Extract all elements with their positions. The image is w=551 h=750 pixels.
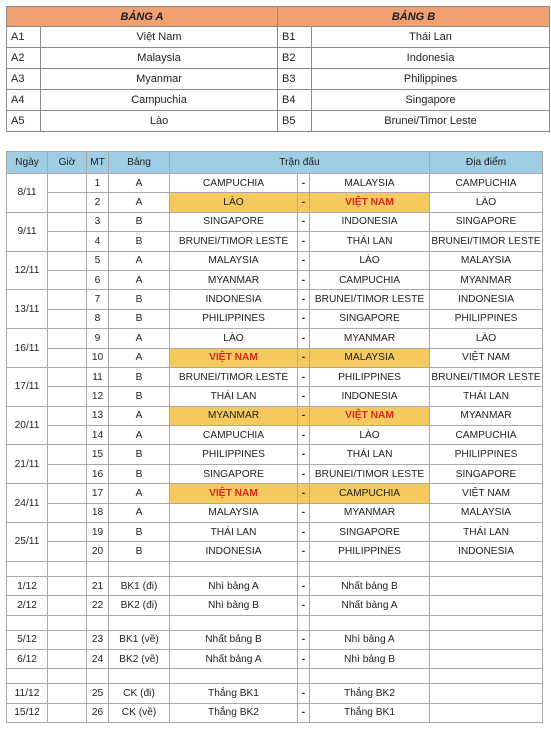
- match-date: 13/11: [7, 290, 48, 329]
- group-b-code: B1: [278, 27, 312, 48]
- match-home-team: CAMPUCHIA: [170, 174, 298, 193]
- match-home-team: BRUNEI/TIMOR LESTE: [170, 367, 298, 386]
- match-venue: LÀO: [430, 193, 543, 212]
- group-b-team: Indonesia: [312, 48, 550, 69]
- match-number: 11: [87, 367, 109, 386]
- match-number: 7: [87, 290, 109, 309]
- match-venue: SINGAPORE: [430, 212, 543, 231]
- match-venue: MYANMAR: [430, 270, 543, 289]
- spacer-cell: [87, 669, 109, 684]
- match-time: [48, 649, 87, 668]
- spacer-cell: [430, 669, 543, 684]
- match-separator: -: [298, 212, 310, 231]
- match-home-team: MALAYSIA: [170, 503, 298, 522]
- spacer-cell: [310, 669, 430, 684]
- match-date: 15/12: [7, 703, 48, 722]
- match-round: BK2 (về): [109, 649, 170, 668]
- match-number: 4: [87, 232, 109, 251]
- match-home-team: Nhì bảng A: [170, 576, 298, 595]
- spacer-cell: [109, 669, 170, 684]
- match-group: B: [109, 387, 170, 406]
- match-separator: -: [298, 503, 310, 522]
- match-date: 1/12: [7, 576, 48, 595]
- match-away-team: Thắng BK1: [310, 703, 430, 722]
- match-home-team: Thắng BK1: [170, 684, 298, 703]
- spacer-cell: [430, 561, 543, 576]
- spacer-cell: [48, 669, 87, 684]
- match-home-team: VIỆT NAM: [170, 484, 298, 503]
- match-time: [48, 329, 87, 348]
- match-away-team: PHILIPPINES: [310, 542, 430, 561]
- match-separator: -: [298, 445, 310, 464]
- match-time: [48, 387, 87, 406]
- match-number: 10: [87, 348, 109, 367]
- match-home-team: SINGAPORE: [170, 212, 298, 231]
- group-b-code: B4: [278, 90, 312, 111]
- match-time: [48, 270, 87, 289]
- group-b-team: Brunei/Timor Leste: [312, 111, 550, 132]
- match-home-team: THÁI LAN: [170, 523, 298, 542]
- match-time: [48, 174, 87, 193]
- col-header-match: MT: [87, 152, 109, 174]
- match-venue: THÁI LAN: [430, 387, 543, 406]
- match-separator: -: [298, 406, 310, 425]
- group-a-team: Malaysia: [41, 48, 278, 69]
- match-venue: CAMPUCHIA: [430, 174, 543, 193]
- match-away-team: INDONESIA: [310, 387, 430, 406]
- match-separator: -: [298, 523, 310, 542]
- match-separator: -: [298, 426, 310, 445]
- match-separator: -: [298, 329, 310, 348]
- match-time: [48, 464, 87, 483]
- group-a-code: A5: [7, 111, 41, 132]
- match-home-team: INDONESIA: [170, 290, 298, 309]
- match-number: 25: [87, 684, 109, 703]
- knockout-row: [7, 596, 543, 615]
- match-round: BK2 (đi): [109, 596, 170, 615]
- match-row: [7, 251, 543, 270]
- match-separator: -: [298, 387, 310, 406]
- spacer-cell: [298, 669, 310, 684]
- knockout-row: [7, 703, 543, 722]
- match-row: [7, 367, 543, 386]
- match-row: [7, 387, 543, 406]
- match-separator: -: [298, 684, 310, 703]
- match-group: B: [109, 367, 170, 386]
- spacer-cell: [170, 561, 298, 576]
- match-separator: -: [298, 464, 310, 483]
- match-number: 17: [87, 484, 109, 503]
- match-number: 23: [87, 630, 109, 649]
- group-table: [6, 6, 550, 132]
- spacer-cell: [87, 615, 109, 630]
- match-away-team: MALAYSIA: [310, 174, 430, 193]
- match-away-team: Nhất bảng A: [310, 596, 430, 615]
- match-venue: THÁI LAN: [430, 523, 543, 542]
- spacer-cell: [109, 615, 170, 630]
- match-home-team: MYANMAR: [170, 406, 298, 425]
- match-venue: MALAYSIA: [430, 503, 543, 522]
- match-venue: INDONESIA: [430, 542, 543, 561]
- match-date: 25/11: [7, 523, 48, 562]
- group-a-team: Myanmar: [41, 69, 278, 90]
- group-a-header: BẢNG A: [7, 7, 278, 27]
- match-row: [7, 329, 543, 348]
- spacer-row: [7, 561, 543, 576]
- match-group: B: [109, 290, 170, 309]
- spacer-cell: [430, 615, 543, 630]
- group-a-code: A3: [7, 69, 41, 90]
- group-b-team: Philippines: [312, 69, 550, 90]
- group-row: [7, 111, 550, 132]
- match-away-team: CAMPUCHIA: [310, 484, 430, 503]
- match-time: [48, 193, 87, 212]
- match-away-team: BRUNEI/TIMOR LESTE: [310, 464, 430, 483]
- group-b-code: B5: [278, 111, 312, 132]
- match-venue: INDONESIA: [430, 290, 543, 309]
- match-away-team: LÀO: [310, 426, 430, 445]
- spacer-cell: [48, 561, 87, 576]
- group-table-header: [7, 7, 550, 27]
- match-away-team: LÀO: [310, 251, 430, 270]
- match-home-team: MYANMAR: [170, 270, 298, 289]
- match-row: [7, 523, 543, 542]
- match-time: [48, 232, 87, 251]
- match-row: [7, 212, 543, 231]
- group-a-code: A2: [7, 48, 41, 69]
- match-separator: -: [298, 290, 310, 309]
- schedule-header-row: [7, 152, 543, 174]
- match-number: 20: [87, 542, 109, 561]
- match-venue: [430, 649, 543, 668]
- match-time: [48, 406, 87, 425]
- match-time: [48, 576, 87, 595]
- match-number: 6: [87, 270, 109, 289]
- match-group: A: [109, 406, 170, 425]
- match-away-team: THÁI LAN: [310, 445, 430, 464]
- match-group: A: [109, 484, 170, 503]
- match-venue: VIỆT NAM: [430, 484, 543, 503]
- match-number: 12: [87, 387, 109, 406]
- match-row: [7, 484, 543, 503]
- match-away-team: MYANMAR: [310, 329, 430, 348]
- match-away-team: Nhì bảng B: [310, 649, 430, 668]
- match-home-team: INDONESIA: [170, 542, 298, 561]
- spacer-cell: [298, 561, 310, 576]
- match-row: [7, 348, 543, 367]
- match-time: [48, 703, 87, 722]
- spacer-cell: [298, 615, 310, 630]
- match-group: B: [109, 542, 170, 561]
- match-venue: CAMPUCHIA: [430, 426, 543, 445]
- match-separator: -: [298, 542, 310, 561]
- match-round: CK (đi): [109, 684, 170, 703]
- match-separator: -: [298, 251, 310, 270]
- match-time: [48, 523, 87, 542]
- match-separator: -: [298, 309, 310, 328]
- match-home-team: BRUNEI/TIMOR LESTE: [170, 232, 298, 251]
- spacer-cell: [48, 615, 87, 630]
- match-away-team: BRUNEI/TIMOR LESTE: [310, 290, 430, 309]
- col-header-date: Ngày: [7, 152, 48, 174]
- match-date: 11/12: [7, 684, 48, 703]
- match-row: [7, 309, 543, 328]
- match-date: 2/12: [7, 596, 48, 615]
- match-group: A: [109, 348, 170, 367]
- match-time: [48, 348, 87, 367]
- spacer-row: [7, 669, 543, 684]
- match-home-team: Nhì bảng B: [170, 596, 298, 615]
- match-row: [7, 406, 543, 425]
- match-group: B: [109, 523, 170, 542]
- match-time: [48, 596, 87, 615]
- match-away-team: MYANMAR: [310, 503, 430, 522]
- match-number: 18: [87, 503, 109, 522]
- match-date: 5/12: [7, 630, 48, 649]
- match-separator: -: [298, 576, 310, 595]
- match-venue: MALAYSIA: [430, 251, 543, 270]
- match-number: 1: [87, 174, 109, 193]
- spacer-cell: [310, 615, 430, 630]
- match-time: [48, 212, 87, 231]
- match-away-team: VIỆT NAM: [310, 193, 430, 212]
- match-row: [7, 290, 543, 309]
- match-away-team: Thắng BK2: [310, 684, 430, 703]
- group-row: [7, 90, 550, 111]
- match-separator: -: [298, 367, 310, 386]
- match-home-team: LÀO: [170, 193, 298, 212]
- match-time: [48, 367, 87, 386]
- spacer-row: [7, 615, 543, 630]
- match-away-team: MALAYSIA: [310, 348, 430, 367]
- match-row: [7, 426, 543, 445]
- group-b-team: Thái Lan: [312, 27, 550, 48]
- group-b-team: Singapore: [312, 90, 550, 111]
- group-row: [7, 27, 550, 48]
- spacer-cell: [7, 561, 48, 576]
- match-number: 8: [87, 309, 109, 328]
- match-away-team: PHILIPPINES: [310, 367, 430, 386]
- match-home-team: PHILIPPINES: [170, 309, 298, 328]
- match-date: 12/11: [7, 251, 48, 290]
- match-group: B: [109, 464, 170, 483]
- match-group: A: [109, 503, 170, 522]
- match-venue: LÀO: [430, 329, 543, 348]
- match-group: A: [109, 329, 170, 348]
- group-b-code: B3: [278, 69, 312, 90]
- knockout-row: [7, 576, 543, 595]
- match-away-team: INDONESIA: [310, 212, 430, 231]
- knockout-row: [7, 684, 543, 703]
- col-header-time: Giờ: [48, 152, 87, 174]
- match-venue: PHILIPPINES: [430, 309, 543, 328]
- match-time: [48, 503, 87, 522]
- match-round: CK (về): [109, 703, 170, 722]
- match-venue: VIỆT NAM: [430, 348, 543, 367]
- match-separator: -: [298, 174, 310, 193]
- match-number: 26: [87, 703, 109, 722]
- match-venue: SINGAPORE: [430, 464, 543, 483]
- match-away-team: THÁI LAN: [310, 232, 430, 251]
- match-time: [48, 251, 87, 270]
- match-date: 16/11: [7, 329, 48, 368]
- spacer-cell: [170, 669, 298, 684]
- match-number: 9: [87, 329, 109, 348]
- match-number: 15: [87, 445, 109, 464]
- match-separator: -: [298, 270, 310, 289]
- spacer-cell: [170, 615, 298, 630]
- match-group: A: [109, 251, 170, 270]
- spacer-cell: [7, 615, 48, 630]
- schedule-table: [6, 151, 543, 723]
- match-venue: [430, 576, 543, 595]
- match-venue: MYANMAR: [430, 406, 543, 425]
- match-venue: BRUNEI/TIMOR LESTE: [430, 232, 543, 251]
- match-number: 16: [87, 464, 109, 483]
- match-number: 19: [87, 523, 109, 542]
- match-number: 24: [87, 649, 109, 668]
- match-date: 8/11: [7, 174, 48, 213]
- match-away-team: CAMPUCHIA: [310, 270, 430, 289]
- match-date: 6/12: [7, 649, 48, 668]
- match-date: 21/11: [7, 445, 48, 484]
- match-separator: -: [298, 484, 310, 503]
- match-round: BK1 (về): [109, 630, 170, 649]
- match-venue: [430, 703, 543, 722]
- knockout-row: [7, 630, 543, 649]
- group-a-team: Việt Nam: [41, 27, 278, 48]
- match-date: 20/11: [7, 406, 48, 445]
- match-time: [48, 542, 87, 561]
- match-home-team: SINGAPORE: [170, 464, 298, 483]
- knockout-row: [7, 649, 543, 668]
- match-home-team: Thắng BK2: [170, 703, 298, 722]
- group-a-team: Lào: [41, 111, 278, 132]
- match-separator: -: [298, 596, 310, 615]
- match-away-team: SINGAPORE: [310, 309, 430, 328]
- group-b-code: B2: [278, 48, 312, 69]
- group-b-header: BẢNG B: [278, 7, 550, 27]
- spacer-cell: [310, 561, 430, 576]
- match-group: B: [109, 445, 170, 464]
- match-number: 14: [87, 426, 109, 445]
- match-date: 9/11: [7, 212, 48, 251]
- match-home-team: VIỆT NAM: [170, 348, 298, 367]
- match-home-team: LÀO: [170, 329, 298, 348]
- match-date: 17/11: [7, 367, 48, 406]
- col-header-fixture: Trận đấu: [170, 152, 430, 174]
- match-venue: [430, 684, 543, 703]
- match-venue: BRUNEI/TIMOR LESTE: [430, 367, 543, 386]
- match-time: [48, 684, 87, 703]
- match-separator: -: [298, 232, 310, 251]
- match-row: [7, 270, 543, 289]
- match-time: [48, 484, 87, 503]
- match-round: BK1 (đi): [109, 576, 170, 595]
- match-venue: PHILIPPINES: [430, 445, 543, 464]
- match-group: A: [109, 193, 170, 212]
- match-home-team: CAMPUCHIA: [170, 426, 298, 445]
- match-group: A: [109, 270, 170, 289]
- col-header-venue: Địa điểm: [430, 152, 543, 174]
- match-number: 3: [87, 212, 109, 231]
- match-number: 21: [87, 576, 109, 595]
- match-group: A: [109, 174, 170, 193]
- match-home-team: PHILIPPINES: [170, 445, 298, 464]
- spacer-cell: [109, 561, 170, 576]
- match-row: [7, 445, 543, 464]
- match-group: A: [109, 426, 170, 445]
- match-group: B: [109, 212, 170, 231]
- match-row: [7, 174, 543, 193]
- match-away-team: Nhì bảng A: [310, 630, 430, 649]
- match-home-team: Nhất bảng B: [170, 630, 298, 649]
- match-row: [7, 503, 543, 522]
- group-a-code: A4: [7, 90, 41, 111]
- match-time: [48, 445, 87, 464]
- match-away-team: VIỆT NAM: [310, 406, 430, 425]
- match-home-team: MALAYSIA: [170, 251, 298, 270]
- match-number: 22: [87, 596, 109, 615]
- match-row: [7, 542, 543, 561]
- match-row: [7, 464, 543, 483]
- group-row: [7, 48, 550, 69]
- match-home-team: THÁI LAN: [170, 387, 298, 406]
- match-number: 13: [87, 406, 109, 425]
- match-venue: [430, 596, 543, 615]
- match-away-team: Nhất bảng B: [310, 576, 430, 595]
- match-separator: -: [298, 348, 310, 367]
- col-header-group: Bảng: [109, 152, 170, 174]
- spacer-cell: [87, 561, 109, 576]
- match-time: [48, 290, 87, 309]
- group-a-team: Campuchia: [41, 90, 278, 111]
- match-home-team: Nhất bảng A: [170, 649, 298, 668]
- match-date: 24/11: [7, 484, 48, 523]
- match-group: B: [109, 309, 170, 328]
- match-separator: -: [298, 193, 310, 212]
- match-separator: -: [298, 630, 310, 649]
- match-venue: [430, 630, 543, 649]
- match-group: B: [109, 232, 170, 251]
- spacer-cell: [7, 669, 48, 684]
- match-away-team: SINGAPORE: [310, 523, 430, 542]
- match-time: [48, 630, 87, 649]
- match-separator: -: [298, 703, 310, 722]
- match-separator: -: [298, 649, 310, 668]
- match-number: 5: [87, 251, 109, 270]
- match-row: [7, 232, 543, 251]
- group-a-code: A1: [7, 27, 41, 48]
- match-time: [48, 309, 87, 328]
- match-number: 2: [87, 193, 109, 212]
- match-time: [48, 426, 87, 445]
- match-row: [7, 193, 543, 212]
- group-row: [7, 69, 550, 90]
